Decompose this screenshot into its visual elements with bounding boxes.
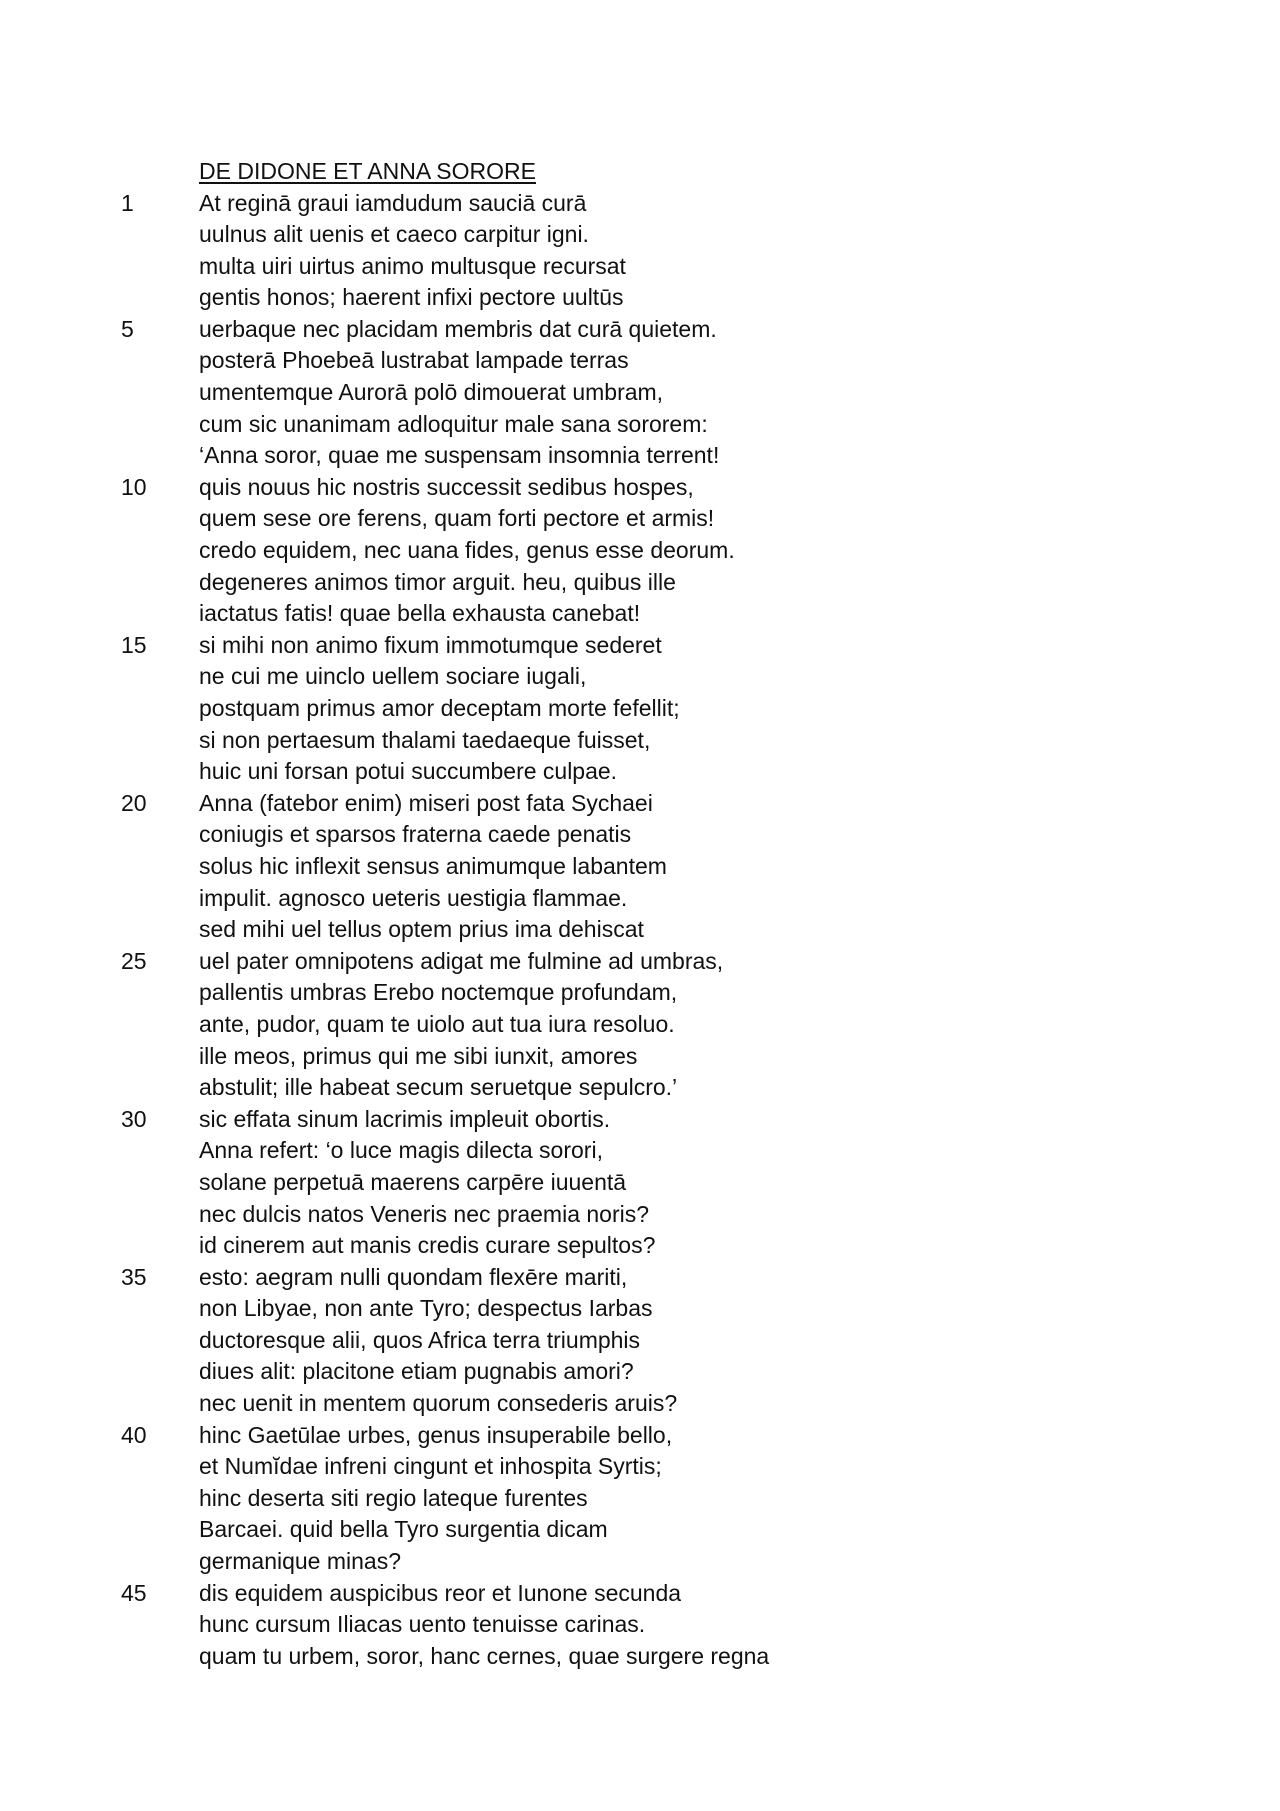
poem-line: [0, 377, 1280, 409]
line-text: ante, pudor, quam te uiolo aut tua iura resoluo.: [199, 1010, 675, 1037]
line-text: hinc deserta siti regio lateque furentes: [199, 1484, 588, 1511]
poem-line: [0, 598, 1280, 630]
poem-line: [0, 725, 1280, 757]
poem-line: [0, 345, 1280, 377]
line-text: At reginā graui iamdudum sauciā curā: [199, 189, 587, 216]
line-text: uerbaque nec placidam membris dat curā quietem.: [199, 315, 717, 342]
poem-line: [0, 409, 1280, 441]
line-text: Anna (fatebor enim) miseri post fata Sychaei: [199, 789, 653, 816]
line-text: gentis honos; haerent infixi pectore uultūs: [199, 284, 624, 311]
line-text: ductoresque alii, quos Africa terra triumphis: [199, 1326, 641, 1353]
poem-line: [0, 440, 1280, 472]
poem-line: [0, 1451, 1280, 1483]
poem-body: [0, 188, 1280, 1673]
poem-line: [0, 883, 1280, 915]
poem-line: [0, 819, 1280, 851]
line-text: solane perpetuā maerens carpēre iuuentā: [199, 1168, 627, 1195]
line-text: ille meos, primus qui me sibi iunxit, amores: [199, 1042, 638, 1069]
line-text: sic effata sinum lacrimis impleuit obortis.: [199, 1105, 611, 1132]
poem-line: [0, 1388, 1280, 1420]
line-text: si non pertaesum thalami taedaeque fuisset,: [199, 726, 651, 753]
line-text: coniugis et sparsos fraterna caede penatis: [199, 821, 632, 848]
poem-line: [0, 788, 1280, 820]
line-text: nec uenit in mentem quorum consederis aruis?: [199, 1390, 678, 1417]
line-text: Anna refert: ‘o luce magis dilecta sorori,: [199, 1137, 603, 1164]
line-text: posterā Phoebeā lustrabat lampade terras: [199, 347, 629, 374]
line-text: pallentis umbras Erebo noctemque profundam,: [199, 979, 678, 1006]
line-text: credo equidem, nec uana fides, genus esse deorum.: [199, 537, 735, 564]
poem-line: [0, 630, 1280, 662]
poem-line: [0, 851, 1280, 883]
line-text: Barcaei. quid bella Tyro surgentia dicam: [199, 1516, 608, 1543]
poem-line: [0, 756, 1280, 788]
line-text: ‘Anna soror, quae me suspensam insomnia terrent!: [199, 442, 720, 469]
line-text: multa uiri uirtus animo multusque recursat: [199, 252, 626, 279]
poem-line: [0, 1167, 1280, 1199]
poem-line: [0, 188, 1280, 220]
line-text: ne cui me uinclo uellem sociare iugali,: [199, 663, 587, 690]
line-text: solus hic inflexit sensus animumque labantem: [199, 852, 667, 879]
line-text: germanique minas?: [199, 1548, 402, 1575]
poem-line: [0, 977, 1280, 1009]
poem-line: [0, 1514, 1280, 1546]
poem-line: [0, 1325, 1280, 1357]
poem-line: [0, 946, 1280, 978]
poem-line: [0, 314, 1280, 346]
line-text: sed mihi uel tellus optem prius ima dehiscat: [199, 916, 644, 943]
poem-line: [0, 1293, 1280, 1325]
poem-line: [0, 1483, 1280, 1515]
poem-line: [0, 535, 1280, 567]
poem-line: [0, 567, 1280, 599]
line-text: quem sese ore ferens, quam forti pectore et armis!: [199, 505, 715, 532]
line-number: 20: [121, 789, 147, 816]
poem-line: [0, 1546, 1280, 1578]
line-text: si mihi non animo fixum immotumque sederet: [199, 631, 662, 658]
poem-line: [0, 1230, 1280, 1262]
line-text: nec dulcis natos Veneris nec praemia noris?: [199, 1200, 650, 1227]
poem-line: [0, 693, 1280, 725]
line-text: uulnus alit uenis et caeco carpitur igni.: [199, 221, 589, 248]
line-text: hinc Gaetūlae urbes, genus insuperabile bello,: [199, 1421, 673, 1448]
poem-line: [0, 1041, 1280, 1073]
poem-line: [0, 1199, 1280, 1231]
line-text: esto: aegram nulli quondam flexēre mariti,: [199, 1263, 628, 1290]
line-number: 5: [121, 315, 134, 342]
poem-line: [0, 1009, 1280, 1041]
poem-line: [0, 1641, 1280, 1673]
poem-line: [0, 1420, 1280, 1452]
poem-line: [0, 503, 1280, 535]
poem-line: [0, 219, 1280, 251]
line-number: 35: [121, 1263, 147, 1290]
line-text: impulit. agnosco ueteris uestigia flammae.: [199, 884, 628, 911]
poem-line: [0, 1072, 1280, 1104]
line-number: 1: [121, 189, 134, 216]
line-number: 10: [121, 473, 147, 500]
poem-line: [0, 661, 1280, 693]
document-title: DE DIDONE ET ANNA SORORE: [199, 158, 536, 184]
poem-line: [0, 1356, 1280, 1388]
line-number: 40: [121, 1421, 147, 1448]
line-text: hunc cursum Iliacas uento tenuisse carinas.: [199, 1611, 646, 1638]
poem-line: [0, 1135, 1280, 1167]
line-text: quam tu urbem, soror, hanc cernes, quae surgere regna: [199, 1642, 770, 1669]
poem-line: [0, 1262, 1280, 1294]
line-text: huic uni forsan potui succumbere culpae.: [199, 758, 618, 785]
poem-line: [0, 282, 1280, 314]
poem-line: [0, 914, 1280, 946]
line-text: iactatus fatis! quae bella exhausta canebat!: [199, 600, 641, 627]
line-text: postquam primus amor deceptam morte fefellit;: [199, 695, 680, 721]
poem-line: [0, 251, 1280, 283]
line-text: quis nouus hic nostris successit sedibus hospes,: [199, 473, 694, 500]
poem-line: [0, 472, 1280, 504]
line-text: umentemque Aurorā polō dimouerat umbram,: [199, 379, 664, 406]
line-text: degeneres animos timor arguit. heu, quibus ille: [199, 568, 676, 595]
poem-line: [0, 1609, 1280, 1641]
line-text: id cinerem aut manis credis curare sepultos?: [199, 1232, 656, 1259]
line-number: 30: [121, 1105, 147, 1132]
line-number: 45: [121, 1579, 147, 1606]
line-number: 15: [121, 631, 147, 658]
line-text: non Libyae, non ante Tyro; despectus Iarbas: [199, 1295, 653, 1322]
line-text: diues alit: placitone etiam pugnabis amori?: [199, 1358, 634, 1385]
poem-line: [0, 1578, 1280, 1610]
line-text: uel pater omnipotens adigat me fulmine ad umbras,: [199, 947, 724, 974]
line-text: abstulit; ille habeat secum seruetque sepulcro.’: [199, 1074, 678, 1101]
line-text: dis equidem auspicibus reor et Iunone secunda: [199, 1579, 682, 1606]
poem-line: [0, 1104, 1280, 1136]
line-text: et Numĭdae infreni cingunt et inhospita Syrtis;: [199, 1453, 662, 1480]
line-number: 25: [121, 947, 147, 974]
line-text: cum sic unanimam adloquitur male sana sororem:: [199, 410, 708, 437]
